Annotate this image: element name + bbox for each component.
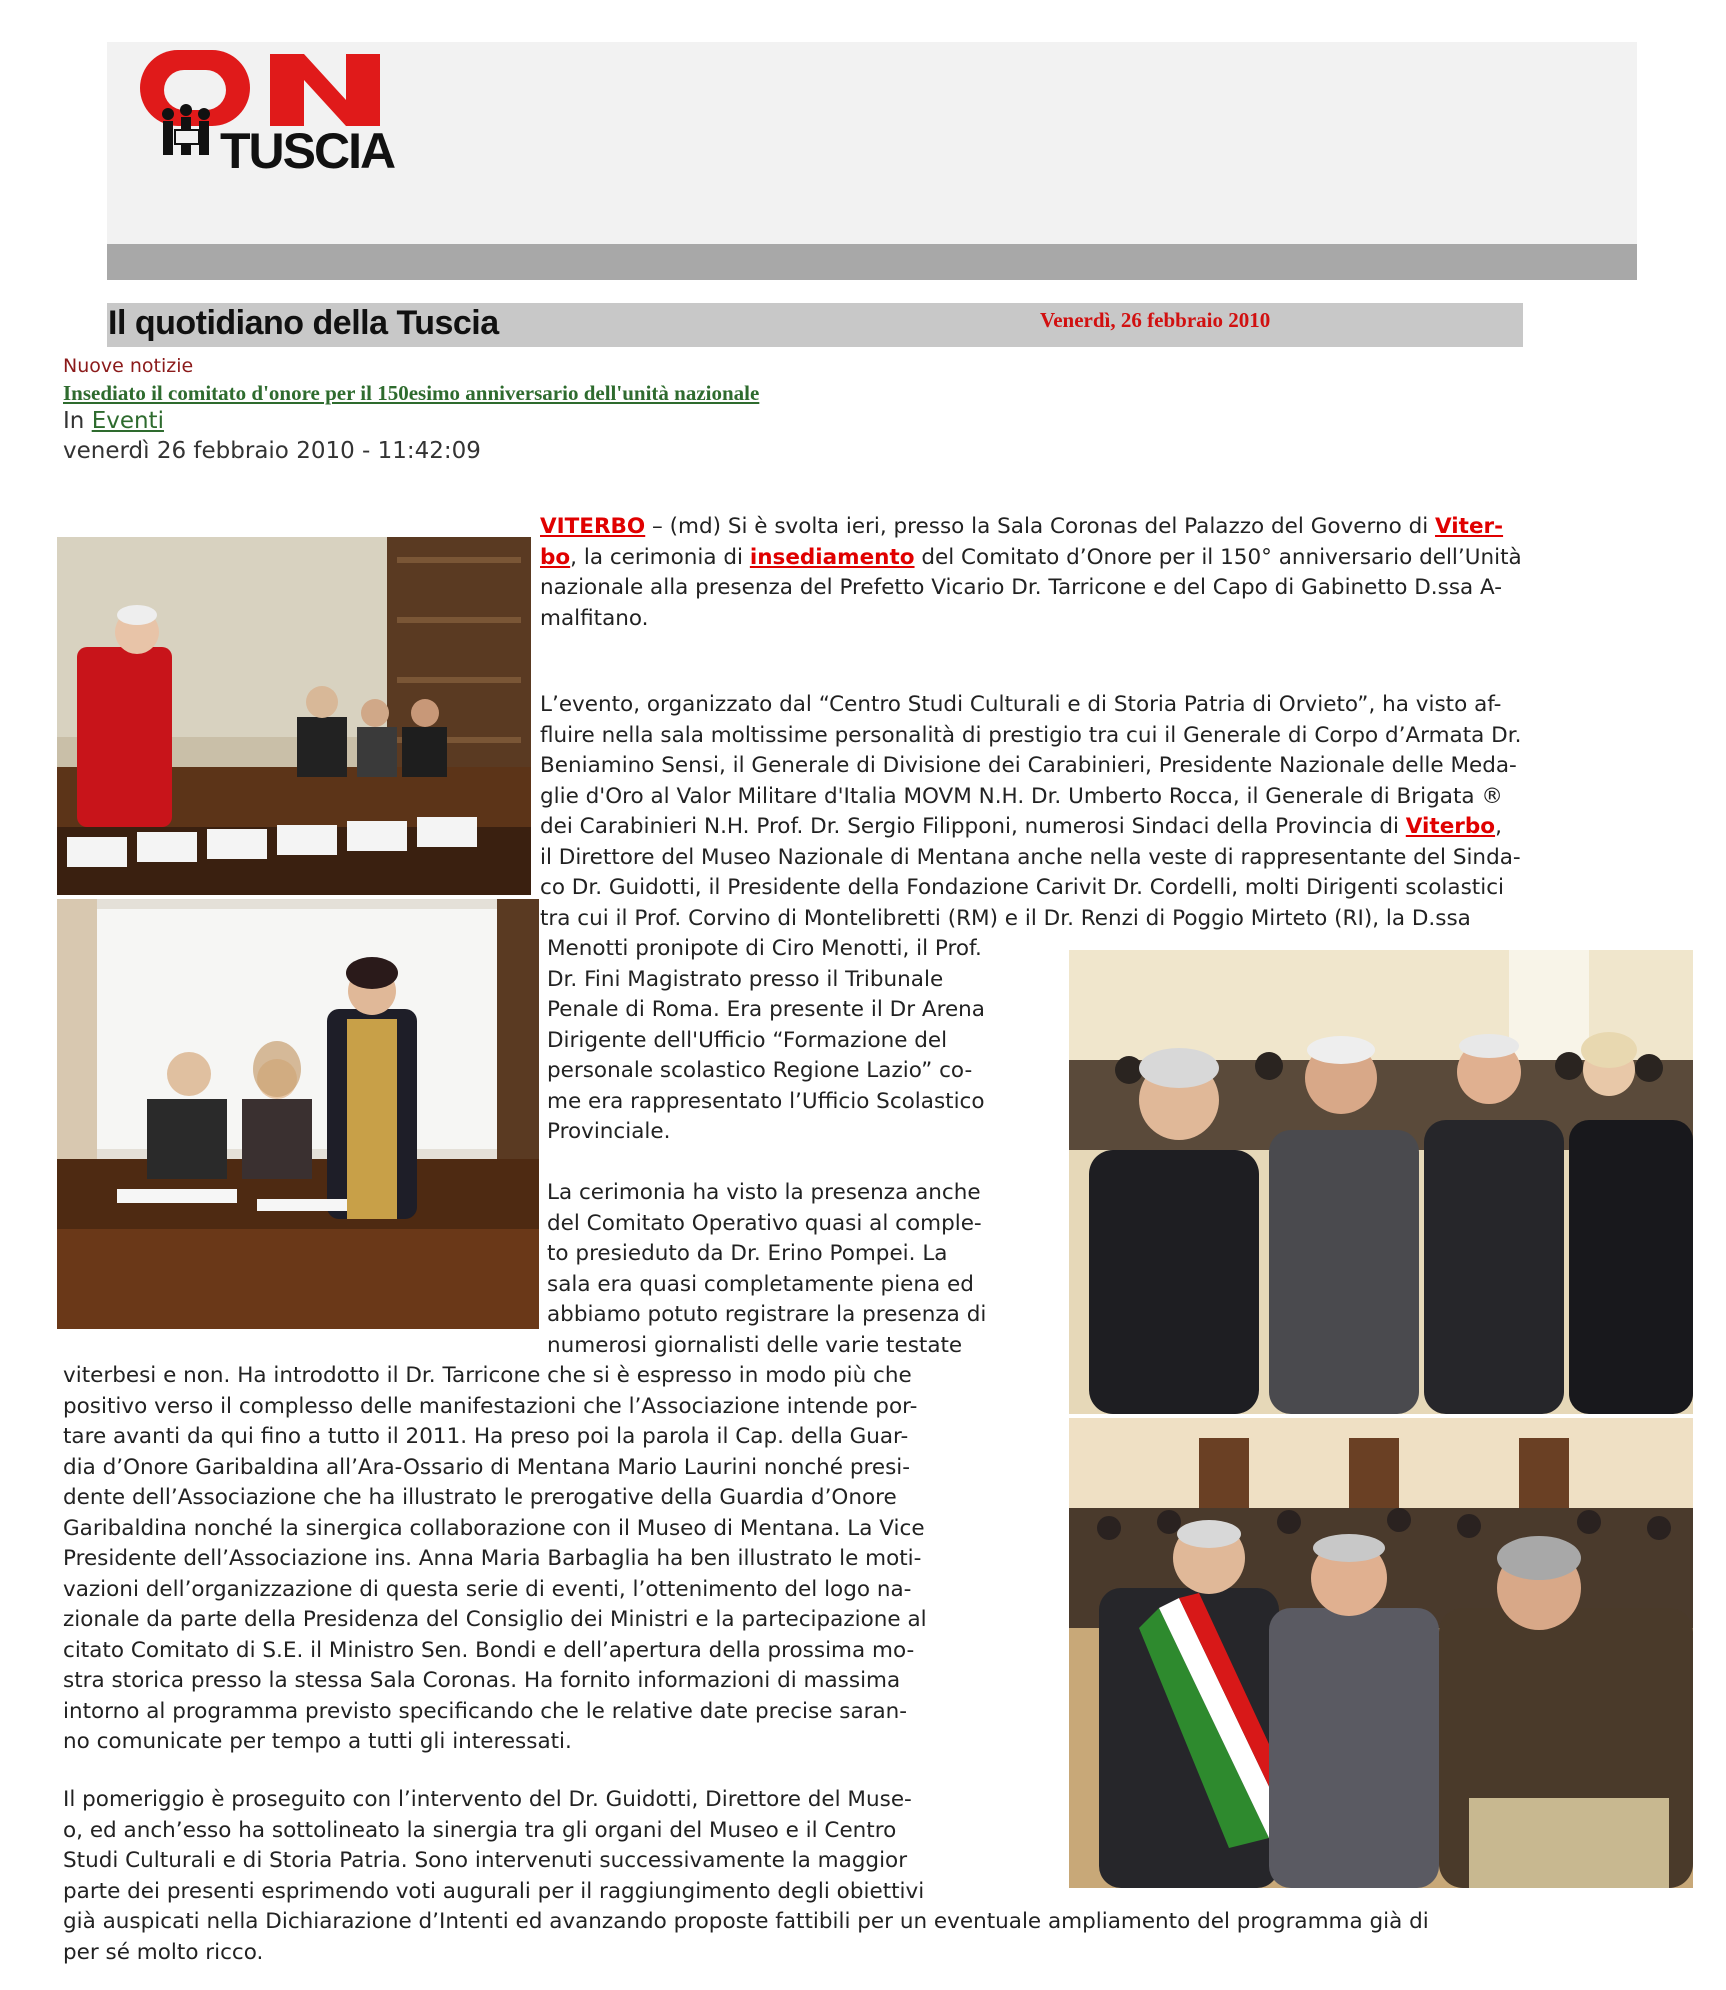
p1-line-3: nazionale alla presenza del Prefetto Vicario Dr. Tarricone e del Capo di Gabinetto D.ssa A- xyxy=(540,575,1503,600)
body-paragraph-2: L’evento, organizzato dal “Centro Studi Culturali e di Storia Patria di Orvieto”, ha visto af- fluire nella sala moltissime personalità di prestigio tra cui il Generale di Corpo d’Armata Dr. Beniamino Sensi, il Generale di Divisione dei Carabinieri, Presidente Nazionale delle Meda- glie d'Oro al Valor Militare d'Italia MOVM N.H. Dr. Umberto Rocca, il Generale di Brigata ® dei Carabinieri N.H. Prof. Dr. Sergio Filipponi, numerosi Sindaci della Provincia di Viterbo, il Direttore del Museo Nazionale di Mentana anche nella veste di rappresentante del Sinda- co Dr. Guidotti, il Presidente della Fondazione Carivit Dr. Cordelli, molti Dirigenti scolastici tra cui il Prof. Corvino di Montelibretti (RM) e il Dr. Renzi di Poggio Mirteto (RI), la D.ssa xyxy=(540,692,1522,931)
category-prefix: In xyxy=(63,408,85,434)
masthead-date: Venerdì, 26 febbraio 2010 xyxy=(1040,308,1271,332)
viterbo-link-split[interactable]: Viter- xyxy=(1435,514,1504,539)
body-paragraph-4: Il pomeriggio è proseguito con l’intervento del Dr. Guidotti, Direttore del Muse- o, ed anch’esso ha sottolineato la sinergia tra gli organi del Museo e il Centro Studi Culturali e di Storia Patria. Sono intervenuti successivamente la maggior parte dei presenti esprimendo voti augurali per il raggiungimento degli obiettivi già auspicati nella Dichiarazione d’Intenti ed avanzando proposte fattibili per un eventuale ampliamento del programma già di per sé molto ricco. xyxy=(63,1787,1429,1965)
article-headline-link[interactable]: Insediato il comitato d'onore per il 150esimo anniversario dell'unità nazionale xyxy=(63,381,760,405)
body-paragraph-3-narrow: La cerimonia ha visto la presenza anche del Comitato Operativo quasi al comple- to presieduto da Dr. Erino Pompei. La sala era quasi completamente piena ed abbiamo potuto registrare la presenza di numerosi giornalisti delle varie testate xyxy=(547,1180,987,1358)
viterbo-link[interactable]: VITERBO xyxy=(540,514,646,539)
category-link[interactable]: Eventi xyxy=(91,408,164,434)
photo-speaker-red-jacket xyxy=(57,537,531,895)
photo-speaker-woman xyxy=(57,899,539,1329)
body-paragraph-3-wide: viterbesi e non. Ha introdotto il Dr. Tarricone che si è espresso in modo più che positivo verso il complesso delle manifestazioni che l’Associazione intende por- tare avanti da qui fino a tutto il 2011. Ha preso poi la parola il Cap. della Guar- dia d’Onore Garibaldina all’Ara-Ossario di Mentana Mario Laurini nonché presi- dente dell’Associazione che ha illustrato le prerogative della Guardia d’Onore Garibaldina nonché la sinergica collaborazione con il Museo di Mentana. La Vice Presidente dell’Associazione ins. Anna Maria Barbaglia ha ben illustrato le moti- vazioni dell’organizzazione di questa serie di eventi, l’ottenimento del logo na- zionale da parte della Presidenza del Consiglio dei Ministri e la partecipazione al citato Comitato di S.E. il Ministro Sen. Bondi e dell’apertura della prossima mo- stra storica presso la stessa Sala Coronas. Ha fornito informazioni di massima intorno al programma previsto specificando che le relative date precise saran- no comunicate per tempo a tutti gli interessati. xyxy=(63,1363,927,1754)
logo-wordmark: TUSCIA xyxy=(220,123,395,179)
site-tagline: Il quotidiano della Tuscia xyxy=(108,304,499,342)
insediamento-link[interactable]: insediamento xyxy=(749,544,915,570)
viterbo-link-split-end[interactable]: bo xyxy=(540,544,571,570)
p2-line-viterbo: dei Carabinieri N.H. Prof. Dr. Sergio Filipponi, numerosi Sindaci della Provincia di Viterbo, xyxy=(540,814,1502,839)
article-datetime: venerdì 26 febbraio 2010 - 11:42:09 xyxy=(63,438,481,464)
category-line xyxy=(63,408,164,434)
p1-line-2: bo, la cerimonia di insediamento del Comitato d’Onore per il 150° anniversario dell’Unità xyxy=(540,544,1522,570)
p1-line-1: VITERBO – (md) Si è svolta ieri, presso la Sala Coronas del Palazzo del Governo di Viter- xyxy=(540,514,1504,539)
header-divider-bar xyxy=(107,244,1637,280)
section-label: Nuove notizie xyxy=(63,355,194,377)
p1-line-4: malfitano. xyxy=(540,605,649,631)
body-paragraph-2-wrap: Menotti pronipote di Ciro Menotti, il Prof. Dr. Fini Magistrato presso il Tribunale Penale di Roma. Era presente il Dr Arena Dirigente dell'Ufficio “Formazione del personale scolastico Regione Lazio” co- me era rappresentato l’Ufficio Scolastico Provinciale. xyxy=(547,936,985,1144)
site-logo[interactable] xyxy=(120,44,460,184)
viterbo-link-2[interactable]: Viterbo xyxy=(1405,814,1496,839)
body-paragraph-1 xyxy=(540,512,1522,634)
photo-audience-front-row xyxy=(1069,950,1693,1414)
